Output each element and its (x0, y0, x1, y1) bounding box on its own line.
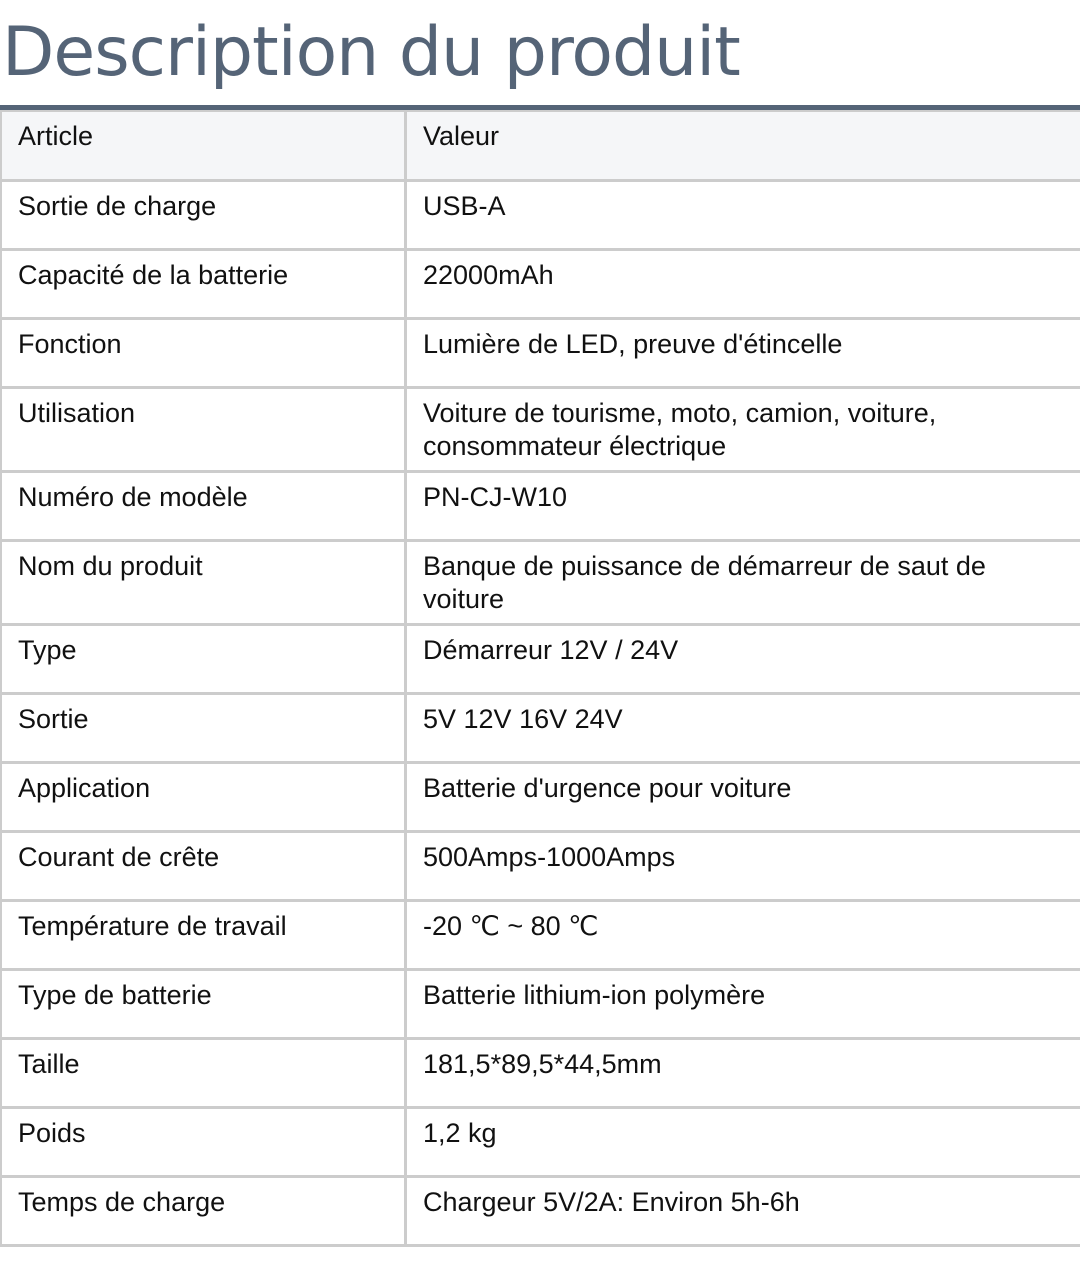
cell-article: Type (1, 624, 406, 693)
cell-value: 1,2 kg (406, 1107, 1080, 1176)
cell-article: Utilisation (1, 387, 406, 471)
cell-article: Fonction (1, 318, 406, 387)
table-row (1, 471, 1080, 540)
cell-value: 181,5*89,5*44,5mm (406, 1038, 1080, 1107)
cell-article: Taille (1, 1038, 406, 1107)
table-row (1, 387, 1080, 471)
header-article: Article (1, 111, 406, 180)
cell-article: Temps de charge (1, 1176, 406, 1245)
table-row (1, 969, 1080, 1038)
cell-value: Voiture de tourisme, moto, camion, voiture, consommateur électrique (406, 387, 1080, 471)
cell-article: Sortie (1, 693, 406, 762)
cell-value: Banque de puissance de démarreur de saut de voiture (406, 540, 1080, 624)
cell-value: Batterie lithium-ion polymère (406, 969, 1080, 1038)
table-header-row (1, 111, 1080, 180)
spec-table (0, 110, 1080, 1247)
table-row (1, 1176, 1080, 1245)
table-row (1, 693, 1080, 762)
table-row (1, 624, 1080, 693)
cell-value: -20 ℃ ~ 80 ℃ (406, 900, 1080, 969)
header-value: Valeur (406, 111, 1080, 180)
cell-article: Poids (1, 1107, 406, 1176)
cell-value: Batterie d'urgence pour voiture (406, 762, 1080, 831)
cell-article: Courant de crête (1, 831, 406, 900)
table-row (1, 318, 1080, 387)
cell-article: Application (1, 762, 406, 831)
cell-value: Démarreur 12V / 24V (406, 624, 1080, 693)
cell-value: 5V 12V 16V 24V (406, 693, 1080, 762)
page-title: Description du produit (2, 13, 740, 92)
cell-article: Température de travail (1, 900, 406, 969)
table-row (1, 831, 1080, 900)
cell-article: Capacité de la batterie (1, 249, 406, 318)
cell-article: Nom du produit (1, 540, 406, 624)
cell-article: Numéro de modèle (1, 471, 406, 540)
cell-value: Lumière de LED, preuve d'étincelle (406, 318, 1080, 387)
table-row (1, 762, 1080, 831)
table-row (1, 1038, 1080, 1107)
table-row (1, 1107, 1080, 1176)
cell-value: PN-CJ-W10 (406, 471, 1080, 540)
cell-value: 500Amps-1000Amps (406, 831, 1080, 900)
cell-value: Chargeur 5V/2A: Environ 5h-6h (406, 1176, 1080, 1245)
table-row (1, 180, 1080, 249)
table-row (1, 249, 1080, 318)
cell-value: 22000mAh (406, 249, 1080, 318)
cell-value: USB-A (406, 180, 1080, 249)
cell-article: Type de batterie (1, 969, 406, 1038)
cell-article: Sortie de charge (1, 180, 406, 249)
table-row (1, 900, 1080, 969)
table-row (1, 540, 1080, 624)
